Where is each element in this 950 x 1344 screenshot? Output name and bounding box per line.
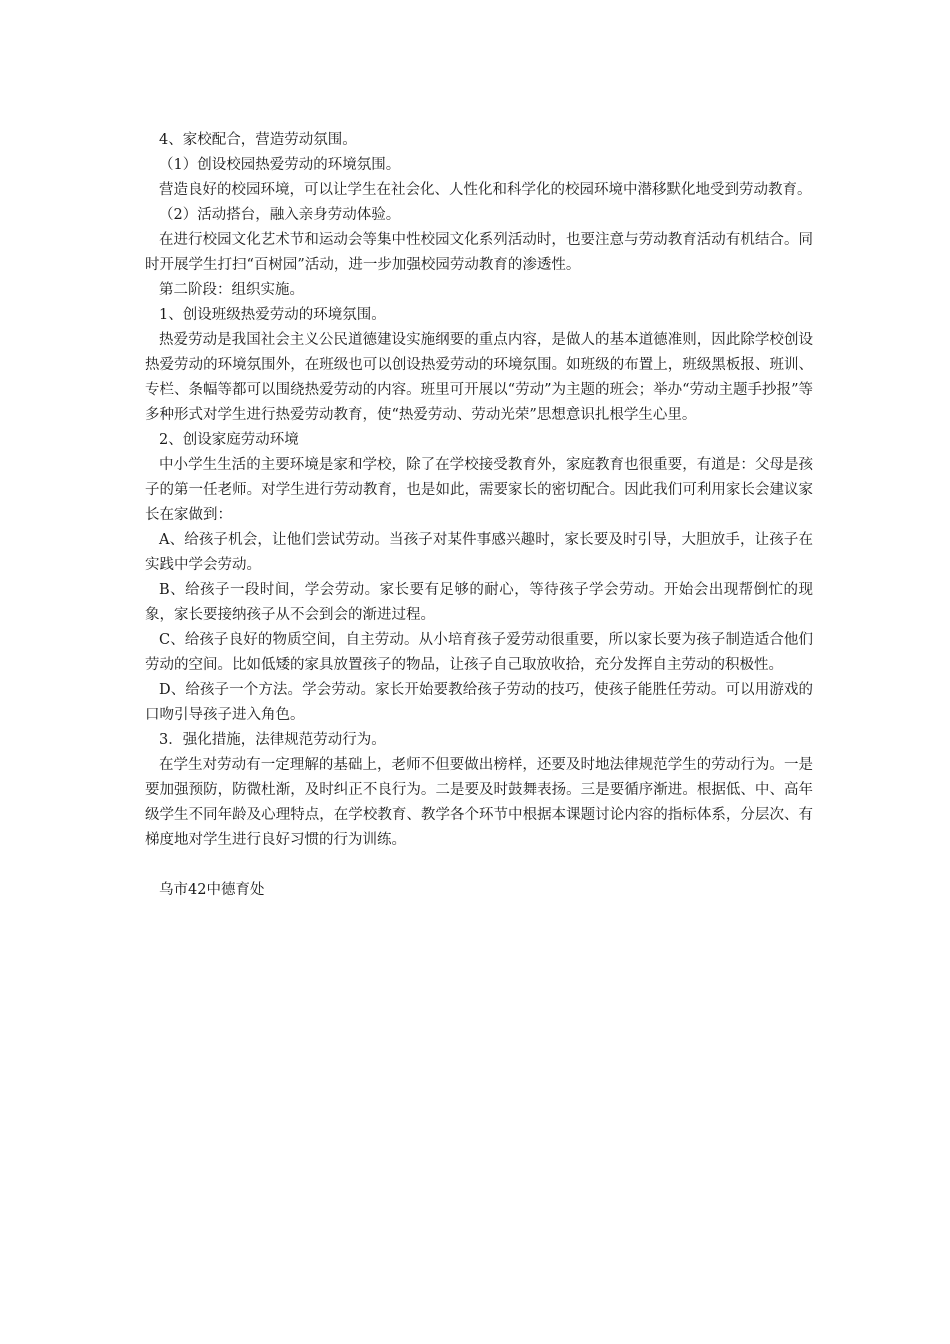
paragraph: B、给孩子一段时间，学会劳动。家长要有足够的耐心，等待孩子学会劳动。开始会出现帮倒忙的现象，家长要接纳孩子从不会到会的渐进过程。 <box>145 582 813 623</box>
paragraph: 中小学生生活的主要环境是家和学校，除了在学校接受教育外，家庭教育也很重要，有道是：父母是孩子的第一任老师。对学生进行劳动教育，也是如此，需要家长的密切配合。因此我们可利用家长会建议家长在家做到： <box>145 457 813 523</box>
paragraph: C、给孩子良好的物质空间，自主劳动。从小培育孩子爱劳动很重要，所以家长要为孩子制造适合他们劳动的空间。比如低矮的家具放置孩子的物品，让孩子自己取放收拾，充分发挥自主劳动的积极性。 <box>145 632 813 673</box>
signature: 乌市42中德育处 <box>159 882 265 898</box>
paragraph: 在学生对劳动有一定理解的基础上，老师不但要做出榜样，还要及时地法律规范学生的劳动行为。一是要加强预防，防微杜渐，及时纠正不良行为。二是要及时鼓舞表扬。三是要循序渐进。根据低、中、高年级学生不同年龄及心理特点，在学校教育、教学各个环节中根据本课题讨论内容的指标体系，分层次、有梯度地对学生进行良好习惯的行为训练。 <box>145 757 813 848</box>
paragraph: 在进行校园文化艺术节和运动会等集中性校园文化系列活动时，也要注意与劳动教育活动有机结合。同时开展学生打扫“百树园”活动，进一步加强校园劳动教育的渗透性。 <box>145 232 813 273</box>
paragraph: 2、创设家庭劳动环境 <box>159 432 299 448</box>
paragraph: 1、创设班级热爱劳动的环境氛围。 <box>159 307 386 323</box>
paragraph: 4、家校配合，营造劳动氛围。 <box>159 132 357 148</box>
paragraph: （1）创设校园热爱劳动的环境氛围。 <box>159 157 401 173</box>
paragraph: A、给孩子机会，让他们尝试劳动。当孩子对某件事感兴趣时，家长要及时引导，大胆放手，让孩子在实践中学会劳动。 <box>145 532 813 573</box>
paragraph: 营造良好的校园环境，可以让学生在社会化、人性化和科学化的校园环境中潜移默化地受到劳动教育。 <box>159 182 812 198</box>
paragraph: D、给孩子一个方法。学会劳动。家长开始要教给孩子劳动的技巧，使孩子能胜任劳动。可以用游戏的口吻引导孩子进入角色。 <box>145 682 813 723</box>
paragraph: （2）活动搭台，融入亲身劳动体验。 <box>159 207 401 223</box>
paragraph: 热爱劳动是我国社会主义公民道德建设实施纲要的重点内容，是做人的基本道德准则，因此除学校创设热爱劳动的环境氛围外，在班级也可以创设热爱劳动的环境氛围。如班级的布置上，班级黑板报、班训、专栏、条幅等都可以围绕热爱劳动的内容。班里可开展以“劳动”为主题的班会；举办“劳动主题手抄报”等多种形式对学生进行热爱劳动教育，使“热爱劳动、劳动光荣”思想意识扎根学生心里。 <box>145 332 813 423</box>
paragraph: 3．强化措施，法律规范劳动行为。 <box>159 732 386 748</box>
document-page <box>145 128 813 903</box>
paragraph: 第二阶段：组织实施。 <box>159 282 304 298</box>
